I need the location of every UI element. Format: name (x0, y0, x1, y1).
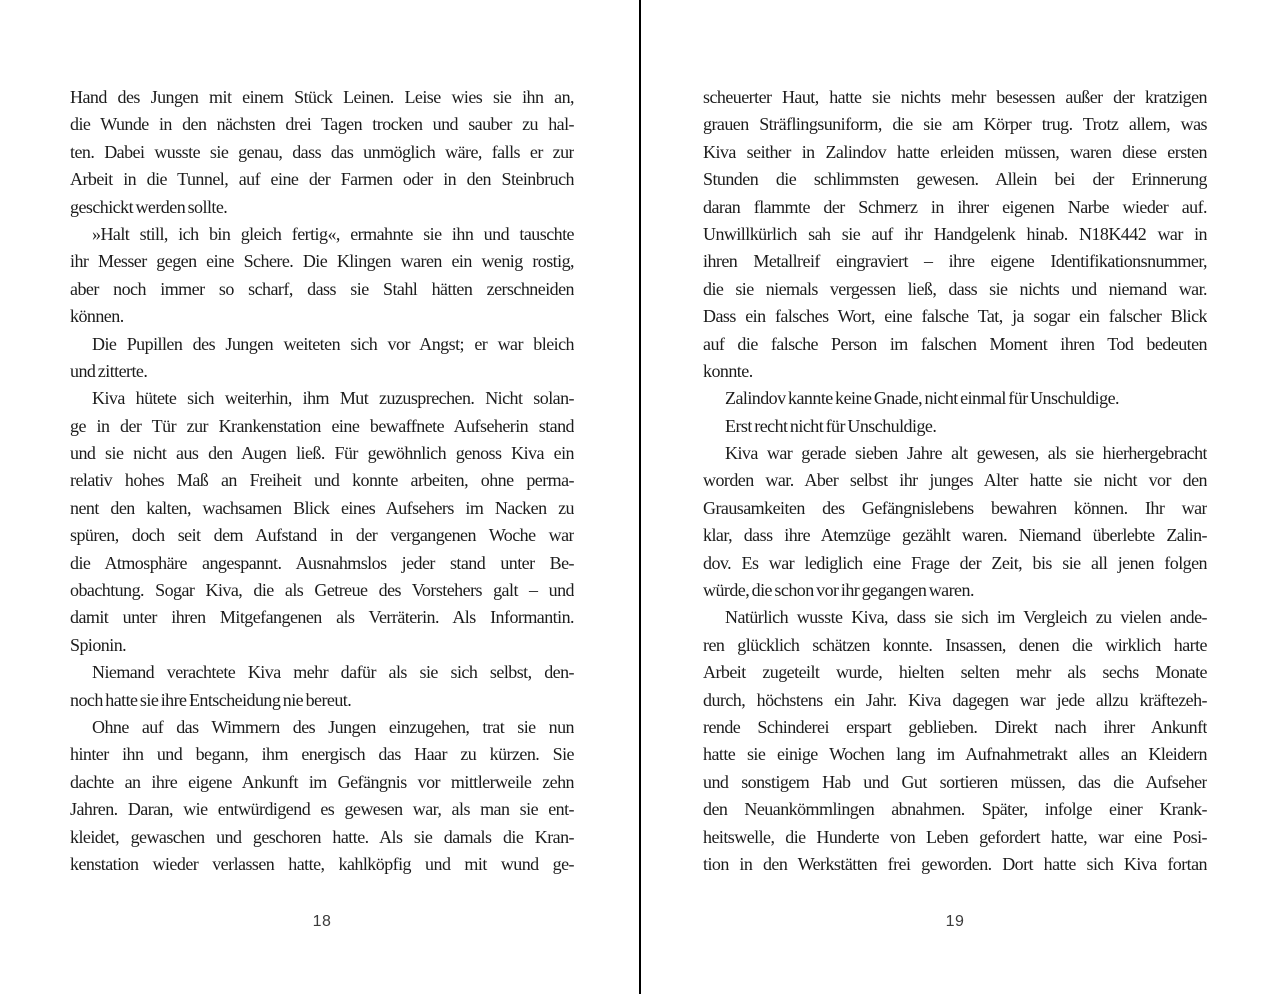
text-line: heitswelle, die Hunderte von Leben gefordert hatte, war eine Posi- (703, 826, 1207, 847)
text-line: scheuerter Haut, hatte sie nichts mehr besessen außer der kratzigen (703, 87, 1207, 107)
text-line: relativ hohes Maß an Freiheit und konnte arbeiten, ohne perma- (70, 470, 574, 491)
text-line: Arbeit in die Tunnel, auf eine der Farmen oder in den Steinbruch (70, 169, 574, 190)
text-line: Niemand verachtete Kiva mehr dafür als sie sich selbst, den- (92, 662, 574, 683)
text-line: die Atmosphäre angespannt. Ausnahmslos jeder stand unter Be- (70, 552, 574, 573)
text-line: hatte sie einige Wochen lang im Aufnahmetrakt alles an Kleidern (703, 744, 1207, 765)
text-line: aber noch immer so scharf, dass sie Stahl hätten zerschneiden (70, 278, 574, 299)
text-line: den Neuankömmlingen abnahmen. Später, infolge einer Krank- (703, 799, 1207, 820)
text-line: Arbeit zugeteilt wurde, hielten selten mehr als sechs Monate (703, 662, 1207, 683)
text-line: Kiva seither in Zalindov hatte erleiden müssen, waren diese ersten (703, 141, 1207, 162)
text-line: tion in den Werkstätten frei geworden. Dort hatte sich Kiva fortan (703, 853, 1207, 874)
text-line: und sonstigem Hab und Gut sortieren müssen, das die Aufseher (703, 771, 1207, 792)
text-line: ge in der Tür zur Krankenstation eine bewaffnete Aufseherin stand (70, 415, 574, 436)
text-line: obachtung. Sogar Kiva, die als Getreue des Vorstehers galt – und (70, 580, 574, 601)
text-line: die Wunde in den nächsten drei Tagen trocken und sauber zu hal- (70, 114, 574, 135)
text-line: würde, die schon vor ihr gegangen waren. (703, 580, 974, 601)
text-line: grauen Sträflingsuniform, die sie am Körper trug. Trotz allem, was (703, 114, 1207, 135)
page-number: 18 (312, 913, 332, 930)
text-line: hinter ihn und begann, ihm energisch das Haar zu kürzen. Sie (70, 744, 574, 765)
page-number: 19 (945, 913, 965, 930)
text-line: die sie niemals vergessen ließ, dass sie nichts und niemand war. (703, 278, 1207, 299)
text-line: Grausamkeiten des Gefängnislebens bewahren können. Ihr war (703, 497, 1207, 518)
text-line: geschickt werden sollte. (70, 196, 228, 217)
text-line: spüren, doch seit dem Aufstand in der vergangenen Woche war (70, 525, 574, 546)
text-line: Natürlich wusste Kiva, dass sie sich im Vergleich zu vielen ande- (725, 607, 1207, 628)
text-line: ren glücklich schätzen konnte. Insassen, denen die wirklich harte (703, 634, 1207, 655)
text-line: kleidet, gewaschen und geschoren hatte. Als sie damals die Kran- (70, 826, 574, 847)
text-line: kenstation wieder verlassen hatte, kahlköpfig und mit wund ge- (70, 853, 574, 874)
text-line: dachte an ihre eigene Ankunft im Gefängnis vor mittlerweile zehn (70, 771, 574, 792)
text-line: klar, dass ihre Atemzüge gezählt waren. Niemand überlebte Zalin- (703, 525, 1207, 546)
text-line: daran flammte der Schmerz in ihrer eigenen Narbe wieder auf. (703, 196, 1207, 217)
text-line: und zitterte. (70, 360, 148, 381)
text-line: Zalindov kannte keine Gnade, nicht einmal für Unschuldige. (725, 388, 1119, 409)
text-line: Erst recht nicht für Unschuldige. (725, 415, 937, 436)
text-line: worden war. Aber selbst ihr junges Alter hatte sie nicht vor den (703, 470, 1207, 491)
text-line: Kiva war gerade sieben Jahre alt gewesen, als sie hierhergebracht (725, 443, 1207, 464)
page-left-text (70, 84, 574, 878)
text-line: Hand des Jungen mit einem Stück Leinen. Leise wies sie ihn an, (70, 87, 574, 107)
text-line: Spionin. (70, 634, 127, 655)
text-line: können. (70, 306, 124, 327)
text-line: Unwillkürlich sah sie auf ihr Handgelenk hinab. N18K442 war in (703, 223, 1207, 244)
text-line: Jahren. Daran, wie entwürdigend es gewesen war, als man sie ent- (70, 799, 574, 820)
text-line: Die Pupillen des Jungen weiteten sich vor Angst; er war bleich (92, 333, 574, 354)
text-line: damit unter ihren Mitgefangenen als Verräterin. Als Informantin. (70, 607, 574, 628)
text-line: auf die falsche Person im falschen Moment ihren Tod bedeuten (703, 333, 1207, 354)
text-line: konnte. (703, 360, 753, 381)
text-line: ihren Metallreif eingraviert – ihre eigene Identifikationsnummer, (703, 251, 1207, 272)
text-line: »Halt still, ich bin gleich fertig«, ermahnte sie ihn und tauschte (92, 223, 574, 244)
text-line: und sie nicht aus den Augen ließ. Für gewöhnlich genoss Kiva ein (70, 443, 574, 464)
page-right-text (703, 84, 1207, 878)
text-line: ihr Messer gegen eine Schere. Die Klingen waren ein wenig rostig, (70, 251, 574, 272)
text-line: ten. Dabei wusste sie genau, dass das unmöglich wäre, falls er zur (70, 141, 574, 162)
text-line: noch hatte sie ihre Entscheidung nie bereut. (70, 689, 352, 710)
page-right (639, 0, 1278, 994)
text-line: dov. Es war lediglich eine Frage der Zeit, bis sie all jenen folgen (703, 552, 1207, 573)
text-line: nent den kalten, wachsamen Blick eines Aufsehers im Nacken zu (70, 497, 574, 518)
text-line: Ohne auf das Wimmern des Jungen einzugehen, trat sie nun (92, 716, 574, 737)
text-line: Kiva hütete sich weiterhin, ihm Mut zuzusprechen. Nicht solan- (92, 388, 574, 409)
text-line: Dass ein falsches Wort, eine falsche Tat, ja sogar ein falscher Blick (703, 306, 1207, 327)
text-line: Stunden die schlimmsten gewesen. Allein bei der Erinnerung (703, 169, 1207, 190)
text-line: durch, höchstens ein Jahr. Kiva dagegen war jede allzu kräftezeh- (703, 689, 1207, 710)
text-line: rende Schinderei erspart geblieben. Direkt nach ihrer Ankunft (703, 716, 1207, 737)
